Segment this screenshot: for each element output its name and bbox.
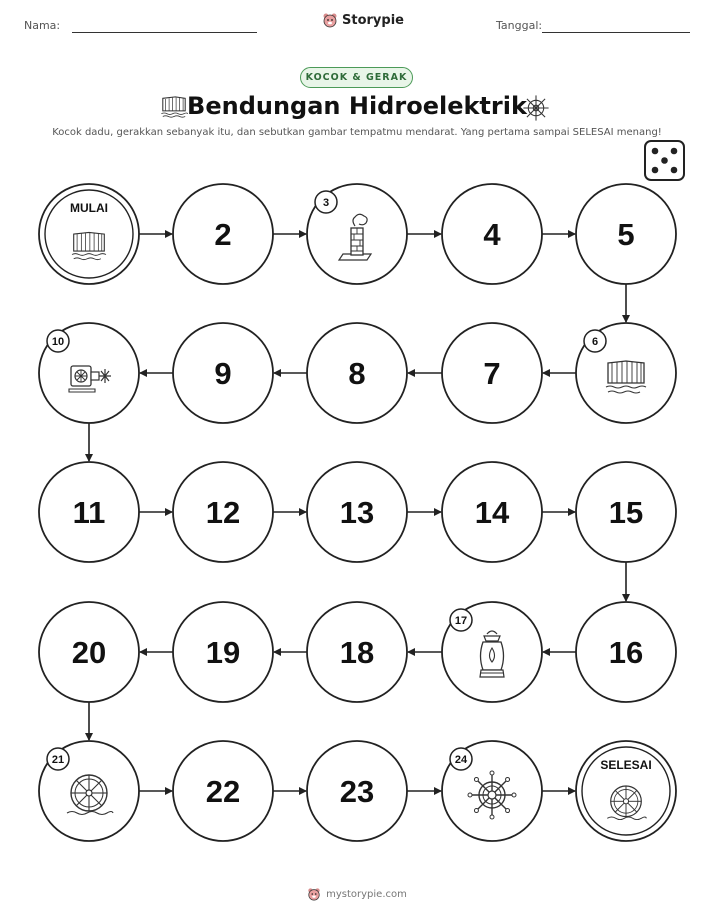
space-number: 6 xyxy=(591,336,599,348)
space-number: 16 xyxy=(608,635,644,670)
space-number: 5 xyxy=(617,217,635,252)
board-space-7[interactable] xyxy=(442,323,542,423)
page-title: Bendungan Hidroelektrik xyxy=(187,92,527,120)
finish-label: SELESAI xyxy=(600,758,652,772)
space-number: 23 xyxy=(339,774,375,809)
board-space-6[interactable] xyxy=(576,323,676,423)
board-space-16[interactable] xyxy=(576,602,676,702)
space-number: 18 xyxy=(339,635,375,670)
board-space-8[interactable] xyxy=(307,323,407,423)
board-space-2[interactable] xyxy=(173,184,273,284)
board-space-11[interactable] xyxy=(39,462,139,562)
space-number: 2 xyxy=(214,217,232,252)
board-space-20[interactable] xyxy=(39,602,139,702)
ship-wheel-icon xyxy=(468,771,516,819)
board-space-21[interactable] xyxy=(39,741,139,841)
space-number: 10 xyxy=(51,336,65,348)
board-space-22[interactable] xyxy=(173,741,273,841)
board-space-14[interactable] xyxy=(442,462,542,562)
date-label: Tanggal: xyxy=(496,19,543,32)
board-space-9[interactable] xyxy=(173,323,273,423)
space-number: 22 xyxy=(205,774,241,809)
board-space-3[interactable] xyxy=(307,184,407,284)
board-space-10[interactable] xyxy=(39,323,139,423)
space-number: 17 xyxy=(454,615,468,627)
space-number: 15 xyxy=(608,495,644,530)
game-type-badge: KOCOK & GERAK xyxy=(300,67,413,88)
board-space-13[interactable] xyxy=(307,462,407,562)
bear-logo-icon xyxy=(307,887,321,901)
board-space-15[interactable] xyxy=(576,462,676,562)
space-number: 13 xyxy=(339,495,375,530)
board-space-23[interactable] xyxy=(307,741,407,841)
instructions: Kocok dadu, gerakkan sebanyak itu, dan sebutkan gambar tempatmu mendarat. Yang pertama sampai SELESAI menang! xyxy=(52,127,662,138)
board-space-24[interactable] xyxy=(442,741,542,841)
board-space-5[interactable] xyxy=(576,184,676,284)
start-label: MULAI xyxy=(70,201,108,215)
board-space-25[interactable] xyxy=(576,741,676,841)
space-number: 7 xyxy=(483,356,501,391)
space-number: 8 xyxy=(348,356,366,391)
space-number: 21 xyxy=(51,754,65,766)
board-space-18[interactable] xyxy=(307,602,407,702)
board-space-1[interactable] xyxy=(39,184,139,284)
footer xyxy=(0,887,714,901)
space-number: 9 xyxy=(214,356,232,391)
space-number: 3 xyxy=(322,197,330,209)
footer-url: mystorypie.com xyxy=(326,888,407,900)
brand-name: Storypie xyxy=(342,12,404,28)
board-space-17[interactable] xyxy=(442,602,542,702)
space-number: 4 xyxy=(483,217,501,252)
space-number: 14 xyxy=(474,495,510,530)
space-number: 12 xyxy=(205,495,241,530)
name-label: Nama: xyxy=(24,19,61,32)
board-space-12[interactable] xyxy=(173,462,273,562)
space-number: 24 xyxy=(454,754,468,766)
space-number: 20 xyxy=(71,635,107,670)
space-number: 19 xyxy=(205,635,241,670)
space-number: 11 xyxy=(72,495,106,530)
board-space-4[interactable] xyxy=(442,184,542,284)
board-space-19[interactable] xyxy=(173,602,273,702)
